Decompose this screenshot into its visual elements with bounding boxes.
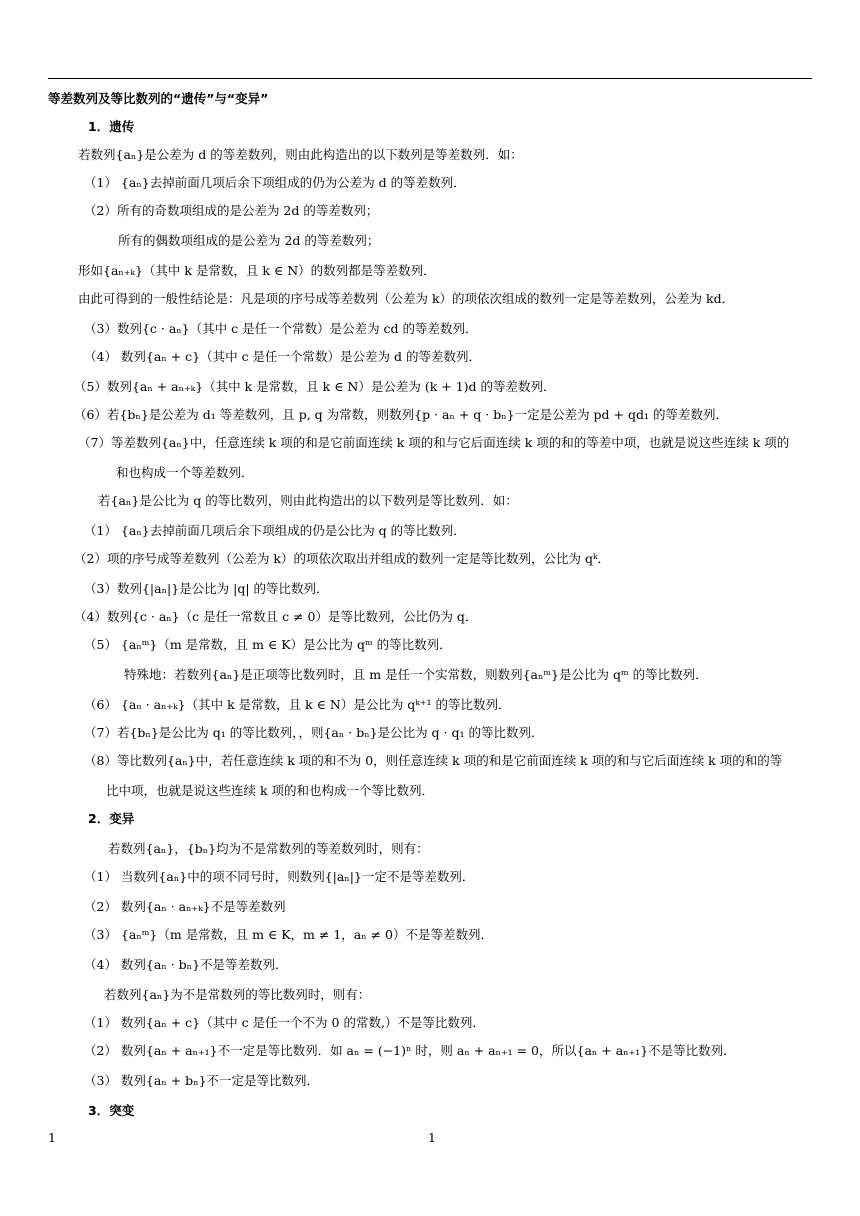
text-line: （4）数列{c · aₙ}（c 是任一常数且 c ≠ 0）是等比数列，公比仍为 q．	[74, 609, 478, 624]
text-line: 所有的偶数项组成的是公差为 2d 的等差数列；	[118, 233, 380, 248]
text-line: （3）数列{|aₙ|}是公比为 |q| 的等比数列．	[84, 581, 329, 596]
text-line: （1） {aₙ}去掉前面几项后余下项组成的仍为公差为 d 的等差数列．	[84, 175, 466, 190]
footer-page-number-center: 1	[428, 1130, 436, 1145]
document-title: 等差数列及等比数列的“遗传”与“变异”	[48, 91, 269, 106]
text-line: （3） 数列{aₙ + bₙ}不一定是等比数列．	[84, 1073, 320, 1088]
text-line: （2）所有的奇数项组成的是公差为 2d 的等差数列；	[84, 203, 379, 218]
text-line: （6）若{bₙ}是公差为 d₁ 等差数列，且 p, q 为常数，则数列{p · aₙ + q · bₙ}一定是公差为 pd + qd₁ 的等差数列．	[74, 407, 728, 422]
text-line: 和也构成一个等差数列．	[116, 465, 254, 480]
text-line: （3） {aₙᵐ}（m 是常数，且 m ∈ K，m ≠ 1，aₙ ≠ 0）不是等差数列．	[84, 927, 494, 942]
text-line: （4） 数列{aₙ + c}（其中 c 是任一个常数）是公差为 d 的等差数列．	[84, 349, 482, 364]
text-line: （1） {aₙ}去掉前面几项后余下项组成的仍是公比为 q 的等比数列．	[84, 523, 466, 538]
text-line: 特殊地：若数列{aₙ}是正项等比数列时，且 m 是任一个实常数，则数列{aₙᵐ}是公比为 qᵐ 的等比数列．	[124, 667, 708, 682]
text-line: （7）若{bₙ}是公比为 q₁ 的等比数列，，则{aₙ · bₙ}是公比为 q · q₁ 的等比数列．	[84, 725, 544, 740]
text-line: （5） {aₙᵐ}（m 是常数，且 m ∈ K）是公比为 qᵐ 的等比数列．	[84, 637, 452, 652]
section-heading-mutation: 3．突变	[88, 1103, 135, 1118]
footer-page-number-left: 1	[48, 1130, 56, 1145]
text-line: （6） {aₙ · aₙ₊ₖ}（其中 k 是常数，且 k ∈ N）是公比为 qᵏ⁺¹ 的等比数列．	[84, 697, 511, 712]
text-line: 若数列{aₙ}，{bₙ}均为不是常数列的等差数列时，则有：	[108, 841, 429, 856]
text-line: （1） 数列{aₙ + c}（其中 c 是任一个不为 0 的常数,）不是等比数列．	[84, 1015, 485, 1030]
text-line: （8）等比数列{aₙ}中，若任意连续 k 项的和不为 0，则任意连续 k 项的和是它前面连续 k 项的和与它后面连续 k 项的和的等	[84, 753, 783, 768]
text-line: 若数列{aₙ}为不是常数列的等比数列时，则有：	[104, 987, 371, 1002]
text-line: （7）等差数列{aₙ}中，任意连续 k 项的和是它前面连续 k 项的和与它后面连续 k 项的和的等差中项，也就是说这些连续 k 项的	[78, 435, 790, 450]
section-heading-variation: 2．变异	[88, 811, 135, 826]
text-line: 若数列{aₙ}是公差为 d 的等差数列，则由此构造出的以下数列是等差数列．如：	[78, 147, 523, 162]
text-line: （3）数列{c · aₙ}（其中 c 是任一个常数）是公差为 cd 的等差数列．	[84, 321, 478, 336]
text-line: （2）项的序号成等差数列（公差为 k）的项依次取出并组成的数列一定是等比数列，公比为 qᵏ．	[74, 551, 611, 566]
text-line: 若{aₙ}是公比为 q 的等比数列，则由此构造出的以下数列是等比数列．如：	[98, 493, 518, 508]
text-line: 比中项，也就是说这些连续 k 项的和也构成一个等比数列．	[106, 783, 435, 798]
text-line: 形如{aₙ₊ₖ}（其中 k 是常数，且 k ∈ N）的数列都是等差数列．	[78, 263, 436, 278]
text-line: （4） 数列{aₙ · bₙ}不是等差数列．	[84, 957, 288, 972]
text-line: 由此可得到的一般性结论是：凡是项的序号成等差数列（公差为 k）的项依次组成的数列一定是等差数列，公差为 kd．	[78, 291, 735, 306]
text-line: （1） 当数列{aₙ}中的项不同号时，则数列{|aₙ|}一定不是等差数列．	[84, 869, 475, 884]
text-line: （5）数列{aₙ + aₙ₊ₖ}（其中 k 是常数，且 k ∈ N）是公差为 (k + 1)d 的等差数列．	[74, 379, 556, 394]
text-line: （2） 数列{aₙ · aₙ₊ₖ}不是等差数列	[84, 899, 286, 914]
section-heading-inheritance: 1．遗传	[88, 119, 135, 134]
top-rule	[48, 78, 812, 79]
text-line: （2） 数列{aₙ + aₙ₊₁}不一定是等比数列．如 aₙ = (−1)ⁿ 时，则 aₙ + aₙ₊₁ = 0，所以{aₙ + aₙ₊₁}不是等比数列．	[84, 1043, 736, 1058]
